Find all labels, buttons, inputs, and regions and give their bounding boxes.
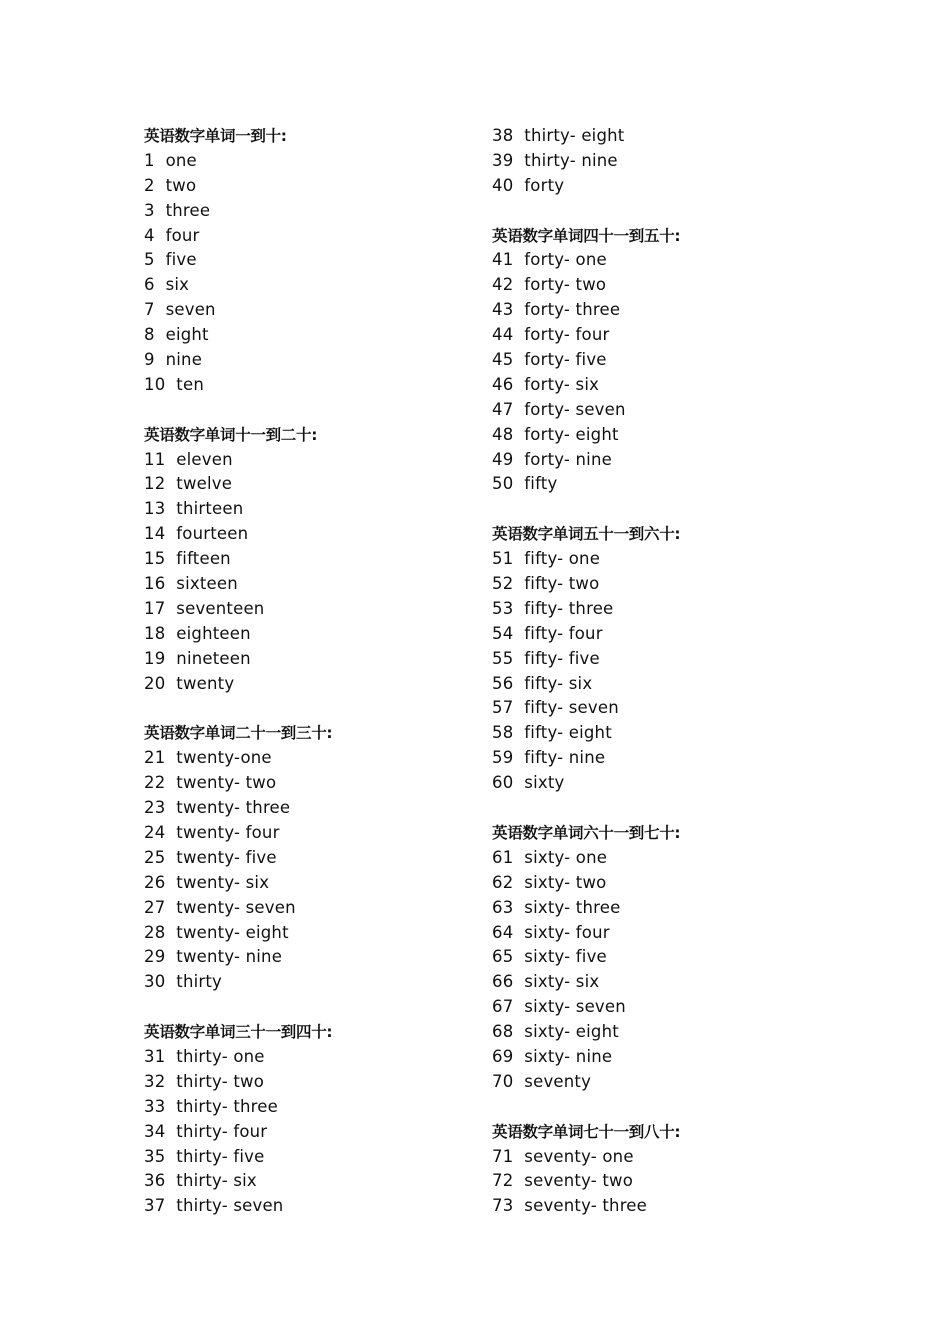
number-word-row [144, 323, 332, 348]
number-word-row [492, 373, 680, 398]
number-digit: 65 [492, 947, 514, 967]
number-digit: 53 [492, 598, 514, 618]
number-word-row [144, 448, 332, 473]
left-column [144, 124, 332, 1219]
number-digit: 67 [492, 997, 514, 1017]
number-digit: 62 [492, 872, 514, 892]
number-section [144, 423, 332, 697]
number-word: sixty- one [524, 847, 608, 867]
number-word-row [492, 896, 680, 921]
number-section [144, 721, 332, 995]
number-digit: 59 [492, 748, 514, 768]
number-digit: 51 [492, 549, 514, 569]
number-word: sixty- five [524, 947, 607, 967]
number-digit: 23 [144, 798, 166, 818]
number-word-row [492, 995, 680, 1020]
number-digit: 38 [492, 126, 514, 145]
number-word: seventy- three [524, 1196, 648, 1216]
number-word-row [492, 124, 680, 149]
number-word: fifty- two [524, 574, 600, 594]
number-digit: 55 [492, 648, 514, 668]
number-word-row [144, 149, 332, 174]
number-digit: 10 [144, 374, 166, 394]
number-digit: 52 [492, 574, 514, 594]
number-word: twenty- six [176, 872, 270, 892]
number-digit: 14 [144, 524, 166, 544]
section-heading: 英语数字单词七十一到八十: [492, 1122, 681, 1141]
number-digit: 36 [144, 1171, 166, 1191]
number-word: fifty- seven [524, 698, 619, 718]
number-digit: 20 [144, 673, 166, 693]
number-word: thirty- five [176, 1146, 265, 1166]
number-word: sixty- four [524, 922, 610, 942]
number-word: twenty- nine [176, 947, 283, 967]
number-word-row [492, 622, 680, 647]
section-gap [144, 398, 332, 423]
number-digit: 34 [144, 1121, 166, 1141]
number-digit: 22 [144, 773, 166, 793]
number-digit: 21 [144, 748, 166, 768]
number-word-row [144, 273, 332, 298]
number-word: thirty- four [176, 1121, 268, 1141]
number-digit: 58 [492, 723, 514, 743]
number-word: six [165, 275, 190, 295]
number-word-row [144, 746, 332, 771]
number-digit: 24 [144, 822, 166, 842]
number-word-row [144, 224, 332, 249]
number-digit: 35 [144, 1146, 166, 1166]
number-word: forty- nine [524, 449, 612, 469]
number-word-row [492, 846, 680, 871]
number-word: forty- three [524, 300, 621, 320]
number-digit: 19 [144, 648, 166, 668]
number-digit: 46 [492, 374, 514, 394]
number-word-row [492, 149, 680, 174]
number-digit: 50 [492, 474, 514, 494]
number-digit: 15 [144, 549, 166, 569]
number-word-row [492, 1020, 680, 1045]
number-word: thirty [176, 972, 223, 992]
number-word: three [165, 200, 211, 220]
right-column [492, 124, 680, 1219]
number-word: sixty [524, 773, 565, 793]
number-word: forty- seven [524, 399, 626, 419]
number-word-row [492, 721, 680, 746]
number-digit: 72 [492, 1171, 514, 1191]
number-digit: 64 [492, 922, 514, 942]
number-word: sixty- eight [524, 1022, 619, 1042]
number-digit: 61 [492, 847, 514, 867]
number-word-row [144, 945, 332, 970]
section-heading: 英语数字单词一到十: [144, 127, 287, 145]
number-word-row [144, 1145, 332, 1170]
number-word: sixteen [176, 574, 238, 594]
number-section [144, 1020, 332, 1219]
number-word: sixty- seven [524, 997, 626, 1017]
number-digit: 18 [144, 623, 166, 643]
number-word: fifty- five [524, 648, 600, 668]
number-section [492, 124, 680, 199]
number-word: twenty- four [176, 822, 280, 842]
number-word-row [144, 1095, 332, 1120]
section-gap [144, 995, 332, 1020]
number-word-row [144, 348, 332, 373]
number-word: seventy- two [524, 1171, 634, 1191]
number-digit: 40 [492, 175, 514, 195]
number-word: fifty- six [524, 673, 593, 693]
number-word-row [144, 1169, 332, 1194]
number-word: eight [165, 325, 209, 345]
number-word-row [492, 547, 680, 572]
number-word: sixty- three [524, 897, 621, 917]
number-word-row [492, 647, 680, 672]
section-heading: 英语数字单词六十一到七十: [492, 823, 681, 842]
number-word-row [492, 273, 680, 298]
number-section [144, 124, 332, 398]
number-digit: 43 [492, 300, 514, 320]
number-word-row [144, 896, 332, 921]
number-word-row [492, 298, 680, 323]
number-word: eighteen [176, 623, 251, 643]
number-digit: 44 [492, 325, 514, 345]
number-digit: 70 [492, 1071, 514, 1091]
number-word: twenty- two [176, 773, 277, 793]
section-heading: 英语数字单词十一到二十: [144, 425, 318, 444]
section-heading: 英语数字单词五十一到六十: [492, 525, 681, 544]
number-word: thirty- two [176, 1071, 264, 1091]
number-word-row [492, 472, 680, 497]
number-word-row [144, 522, 332, 547]
number-digit: 66 [492, 972, 514, 992]
number-word-row [492, 696, 680, 721]
number-word: twenty- eight [176, 922, 289, 942]
number-word: fifty- nine [524, 748, 606, 768]
number-digit: 48 [492, 424, 514, 444]
number-word-row [144, 497, 332, 522]
number-digit: 28 [144, 922, 166, 942]
number-digit: 33 [144, 1096, 166, 1116]
number-word: forty- eight [524, 424, 619, 444]
number-word: ten [176, 374, 204, 394]
number-word-row [144, 572, 332, 597]
number-digit: 29 [144, 947, 166, 967]
number-digit: 5 [144, 250, 155, 270]
number-digit: 17 [144, 598, 166, 618]
number-word-row [144, 1120, 332, 1145]
number-word-row [492, 746, 680, 771]
number-word-row [144, 1194, 332, 1219]
number-word-row [144, 472, 332, 497]
number-word-row [492, 597, 680, 622]
number-word: twenty [176, 673, 235, 693]
number-digit: 30 [144, 972, 166, 992]
number-word-row [492, 672, 680, 697]
number-word: fifty- eight [524, 723, 612, 743]
number-word-row [144, 871, 332, 896]
number-word: forty- four [524, 325, 610, 345]
number-word: seven [165, 300, 216, 320]
number-word-row [492, 1145, 680, 1170]
number-word-row [144, 647, 332, 672]
number-word: nine [165, 350, 203, 370]
number-digit: 49 [492, 449, 514, 469]
number-word: forty- five [524, 350, 607, 370]
number-digit: 7 [144, 300, 155, 320]
section-gap [492, 199, 680, 224]
number-digit: 26 [144, 872, 166, 892]
number-digit: 37 [144, 1196, 166, 1216]
number-word: thirty- six [176, 1171, 257, 1191]
number-word: sixty- two [524, 872, 607, 892]
number-word-row [492, 1070, 680, 1095]
number-word: fifteen [176, 549, 231, 569]
number-word: four [165, 225, 200, 245]
number-digit: 31 [144, 1046, 166, 1066]
number-word-row [492, 423, 680, 448]
number-word: forty- two [524, 275, 607, 295]
number-word-row [144, 672, 332, 697]
number-word-row [492, 448, 680, 473]
number-word-row [144, 174, 332, 199]
number-word-row [144, 597, 332, 622]
section-heading: 英语数字单词二十一到三十: [144, 724, 333, 743]
number-word-row [144, 1045, 332, 1070]
number-word: nineteen [176, 648, 251, 668]
number-word: thirty- nine [524, 150, 618, 170]
number-word: thirteen [176, 499, 244, 519]
number-digit: 11 [144, 449, 166, 469]
number-word-row [492, 174, 680, 199]
number-word: twelve [176, 474, 233, 494]
number-section [492, 522, 680, 796]
number-digit: 69 [492, 1046, 514, 1066]
number-word: fifty- four [524, 623, 603, 643]
number-word-row [492, 398, 680, 423]
number-digit: 25 [144, 847, 166, 867]
number-digit: 39 [492, 150, 514, 170]
number-word-row [492, 348, 680, 373]
number-word: one [165, 150, 197, 170]
number-digit: 9 [144, 350, 155, 370]
number-word: fifty- three [524, 598, 614, 618]
number-word: forty- six [524, 374, 600, 394]
number-word-row [492, 1194, 680, 1219]
number-word-row [144, 298, 332, 323]
number-word-row [144, 796, 332, 821]
number-digit: 41 [492, 250, 514, 270]
number-word: two [165, 175, 197, 195]
number-section [492, 821, 680, 1095]
number-word-row [492, 970, 680, 995]
number-word-row [144, 547, 332, 572]
number-word: seventeen [176, 598, 265, 618]
number-digit: 54 [492, 623, 514, 643]
number-digit: 32 [144, 1071, 166, 1091]
number-digit: 8 [144, 325, 155, 345]
number-word-row [492, 945, 680, 970]
number-word-row [492, 771, 680, 796]
number-word: sixty- six [524, 972, 600, 992]
number-digit: 27 [144, 897, 166, 917]
number-word-row [144, 846, 332, 871]
number-section [492, 224, 680, 498]
number-word: twenty-one [176, 748, 272, 768]
number-word: twenty- five [176, 847, 277, 867]
section-heading: 英语数字单词四十一到五十: [492, 226, 681, 245]
number-word-row [492, 1169, 680, 1194]
number-word: thirty- three [176, 1096, 278, 1116]
number-word-row [144, 771, 332, 796]
number-word: thirty- one [176, 1046, 265, 1066]
number-word-row [492, 572, 680, 597]
number-word-row [144, 821, 332, 846]
number-word-row [492, 323, 680, 348]
number-word: eleven [176, 449, 233, 469]
number-word-row [492, 921, 680, 946]
number-digit: 6 [144, 275, 155, 295]
number-digit: 3 [144, 200, 155, 220]
number-digit: 2 [144, 175, 155, 195]
number-word-row [492, 871, 680, 896]
section-heading: 英语数字单词三十一到四十: [144, 1023, 333, 1042]
number-digit: 42 [492, 275, 514, 295]
number-digit: 13 [144, 499, 166, 519]
number-word-row [492, 1045, 680, 1070]
number-word: thirty- seven [176, 1196, 284, 1216]
number-digit: 12 [144, 474, 166, 494]
number-section [492, 1120, 680, 1220]
number-word-row [144, 1070, 332, 1095]
number-digit: 68 [492, 1022, 514, 1042]
number-digit: 57 [492, 698, 514, 718]
number-word-row [492, 248, 680, 273]
number-digit: 63 [492, 897, 514, 917]
number-digit: 1 [144, 150, 155, 170]
section-gap [492, 796, 680, 821]
number-word: twenty- seven [176, 897, 296, 917]
number-word: fifty [524, 474, 558, 494]
number-word: five [165, 250, 197, 270]
number-digit: 56 [492, 673, 514, 693]
number-digit: 45 [492, 350, 514, 370]
number-digit: 4 [144, 225, 155, 245]
number-word: forty [524, 175, 565, 195]
number-word: forty- one [524, 250, 607, 270]
number-word-row [144, 248, 332, 273]
number-word: sixty- nine [524, 1046, 613, 1066]
number-word: thirty- eight [524, 126, 625, 145]
number-digit: 47 [492, 399, 514, 419]
number-word: seventy [524, 1071, 592, 1091]
section-gap [492, 1095, 680, 1120]
number-word-row [144, 199, 332, 224]
section-gap [144, 696, 332, 721]
section-gap [492, 497, 680, 522]
number-word-row [144, 622, 332, 647]
number-word-row [144, 921, 332, 946]
number-word-row [144, 373, 332, 398]
number-digit: 73 [492, 1196, 514, 1216]
number-digit: 16 [144, 574, 166, 594]
number-word: fifty- one [524, 549, 601, 569]
number-word-row [144, 970, 332, 995]
number-digit: 71 [492, 1146, 514, 1166]
number-digit: 60 [492, 773, 514, 793]
number-word: twenty- three [176, 798, 291, 818]
number-word: fourteen [176, 524, 249, 544]
number-word: seventy- one [524, 1146, 634, 1166]
